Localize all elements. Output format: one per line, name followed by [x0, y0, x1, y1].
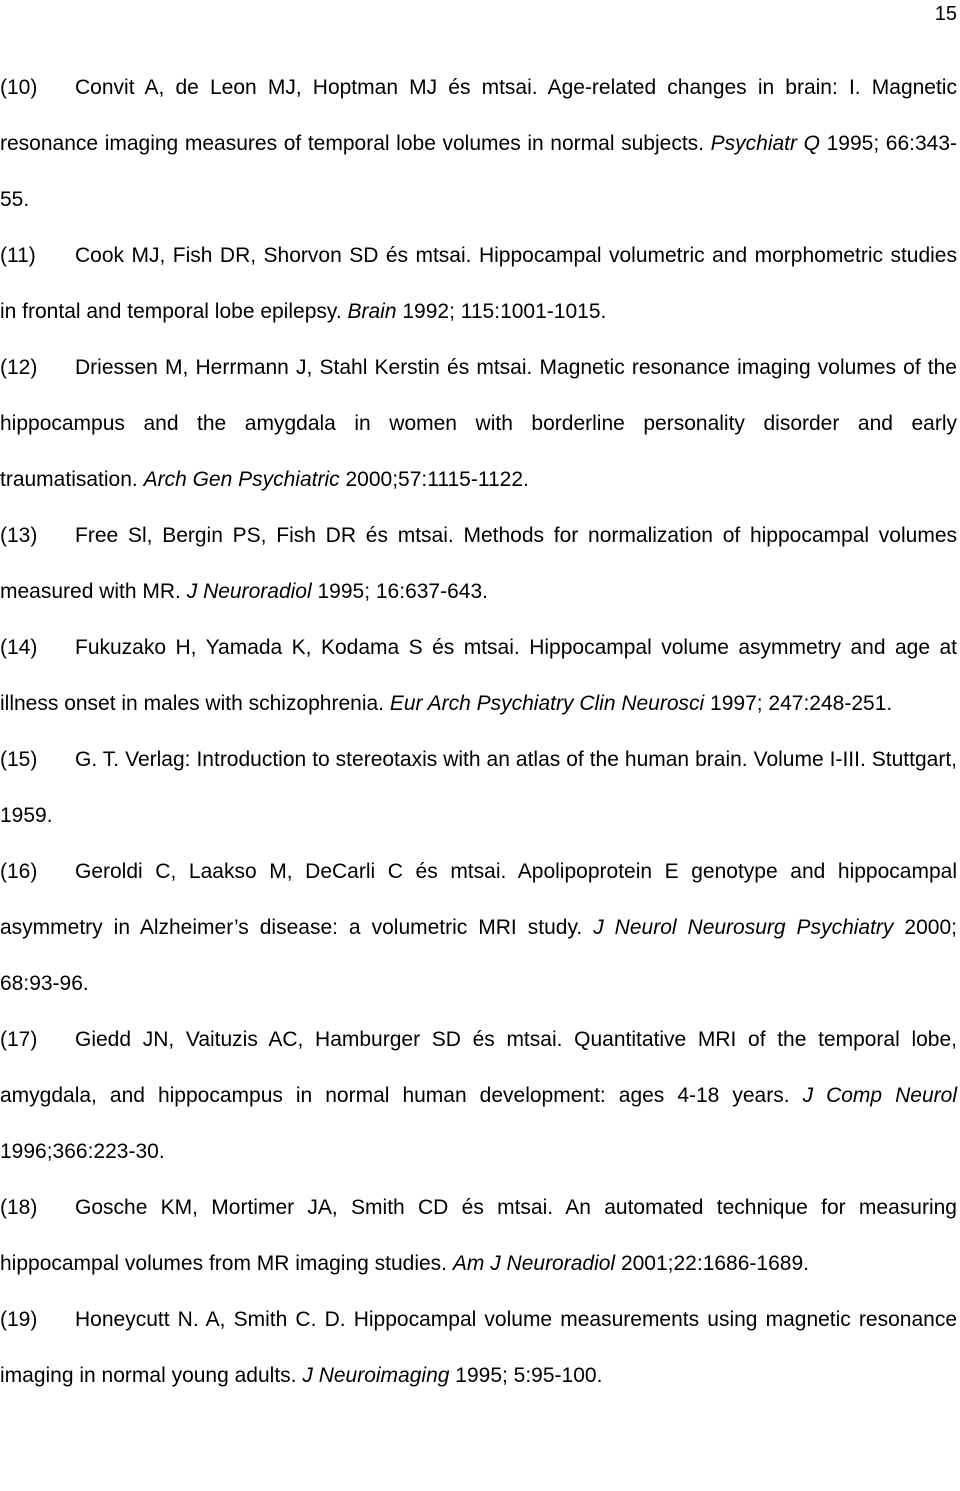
reference-authors: Driessen M, Herrmann J, Stahl Kerstin és mtsai. — [75, 356, 533, 379]
reference-title: Hippocampal volume asymmetry and age at illness onset in males with schizophrenia. — [0, 636, 957, 715]
reference-title: An automated technique for measuring hippocampal volumes from MR imaging studies. — [0, 1196, 957, 1275]
reference-journal: Brain — [347, 300, 397, 323]
reference-journal: Arch Gen Psychiatric — [143, 468, 340, 491]
reference-title: Quantitative MRI of the temporal lobe, amygdala, and hippocampus in normal human development: ages 4-18 years. — [0, 1028, 957, 1107]
reference-title: Apolipoprotein E genotype and hippocampal asymmetry in Alzheimer’s disease: a volumetric MRI study. — [0, 860, 957, 939]
reference-number: (13) — [0, 524, 38, 547]
reference-number: (12) — [0, 356, 38, 379]
reference-authors: G. T. Verlag: — [75, 748, 191, 771]
reference-title: Introduction to stereotaxis with an atlas of the human brain. Volume I-III. Stuttgart, 1959. — [0, 748, 957, 827]
reference-title: Age-related changes in brain: I. Magnetic resonance imaging measures of temporal lobe volumes in normal subjects. — [0, 76, 957, 155]
reference-authors: Geroldi C, Laakso M, DeCarli C és mtsai. — [75, 860, 507, 883]
reference-item — [0, 508, 957, 620]
reference-item — [0, 60, 957, 228]
reference-details: 1995; 5:95-100. — [455, 1364, 603, 1387]
reference-journal: J Neurol Neurosurg Psychiatry — [593, 916, 894, 939]
reference-authors: Cook MJ, Fish DR, Shorvon SD és mtsai. — [75, 244, 472, 267]
reference-title: Magnetic resonance imaging volumes of the hippocampus and the amygdala in women with borderline personality disorder and early traumatisation. — [0, 356, 957, 491]
reference-item — [0, 732, 957, 844]
reference-authors: Convit A, de Leon MJ, Hoptman MJ és mtsai. — [75, 76, 538, 99]
reference-number: (10) — [0, 76, 38, 99]
reference-authors: Gosche KM, Mortimer JA, Smith CD és mtsai. — [75, 1196, 554, 1219]
reference-journal: Psychiatr Q — [710, 132, 820, 155]
reference-authors: Free Sl, Bergin PS, Fish DR és mtsai. — [75, 524, 454, 547]
reference-details: 2000;57:1115-1122. — [345, 468, 529, 491]
reference-item — [0, 1012, 957, 1180]
reference-journal: Am J Neuroradiol — [452, 1252, 616, 1275]
reference-details: 2001;22:1686-1689. — [620, 1252, 809, 1275]
reference-details: 2000; 68:93-96. — [0, 916, 957, 995]
reference-details: 1992; 115:1001-1015. — [402, 300, 607, 323]
reference-details: 1995; 66:343-55. — [0, 132, 958, 211]
reference-details: 1995; 16:637-643. — [317, 580, 488, 603]
reference-number: (16) — [0, 860, 38, 883]
reference-item — [0, 844, 957, 1012]
reference-list — [0, 60, 957, 1404]
reference-details: 1996;366:223-30. — [0, 1140, 165, 1163]
reference-number: (17) — [0, 1028, 38, 1051]
reference-number: (14) — [0, 636, 38, 659]
reference-item — [0, 340, 957, 508]
reference-item — [0, 228, 957, 340]
reference-authors: Giedd JN, Vaituzis AC, Hamburger SD és mtsai. — [75, 1028, 563, 1051]
reference-number: (15) — [0, 748, 38, 771]
reference-details: 1997; 247:248-251. — [710, 692, 893, 715]
reference-journal: Eur Arch Psychiatry Clin Neurosci — [389, 692, 705, 715]
reference-item — [0, 1292, 957, 1404]
reference-authors: Fukuzako H, Yamada K, Kodama S és mtsai. — [75, 636, 520, 659]
reference-authors: Honeycutt N. A, Smith C. D. — [75, 1308, 346, 1331]
reference-journal: J Neuroradiol — [186, 580, 312, 603]
reference-journal: J Comp Neurol — [802, 1084, 957, 1107]
reference-journal: J Neuroimaging — [302, 1364, 450, 1387]
reference-title: Hippocampal volumetric and morphometric studies in frontal and temporal lobe epilepsy. — [0, 244, 957, 323]
reference-title: Methods for normalization of hippocampal volumes measured with MR. — [0, 524, 957, 603]
reference-item — [0, 1180, 957, 1292]
page-number: 15 — [934, 3, 957, 25]
reference-item — [0, 620, 957, 732]
reference-number: (11) — [0, 244, 36, 267]
reference-number: (19) — [0, 1308, 38, 1331]
reference-title: Hippocampal volume measurements using magnetic resonance imaging in normal young adults. — [0, 1308, 958, 1387]
reference-number: (18) — [0, 1196, 38, 1219]
